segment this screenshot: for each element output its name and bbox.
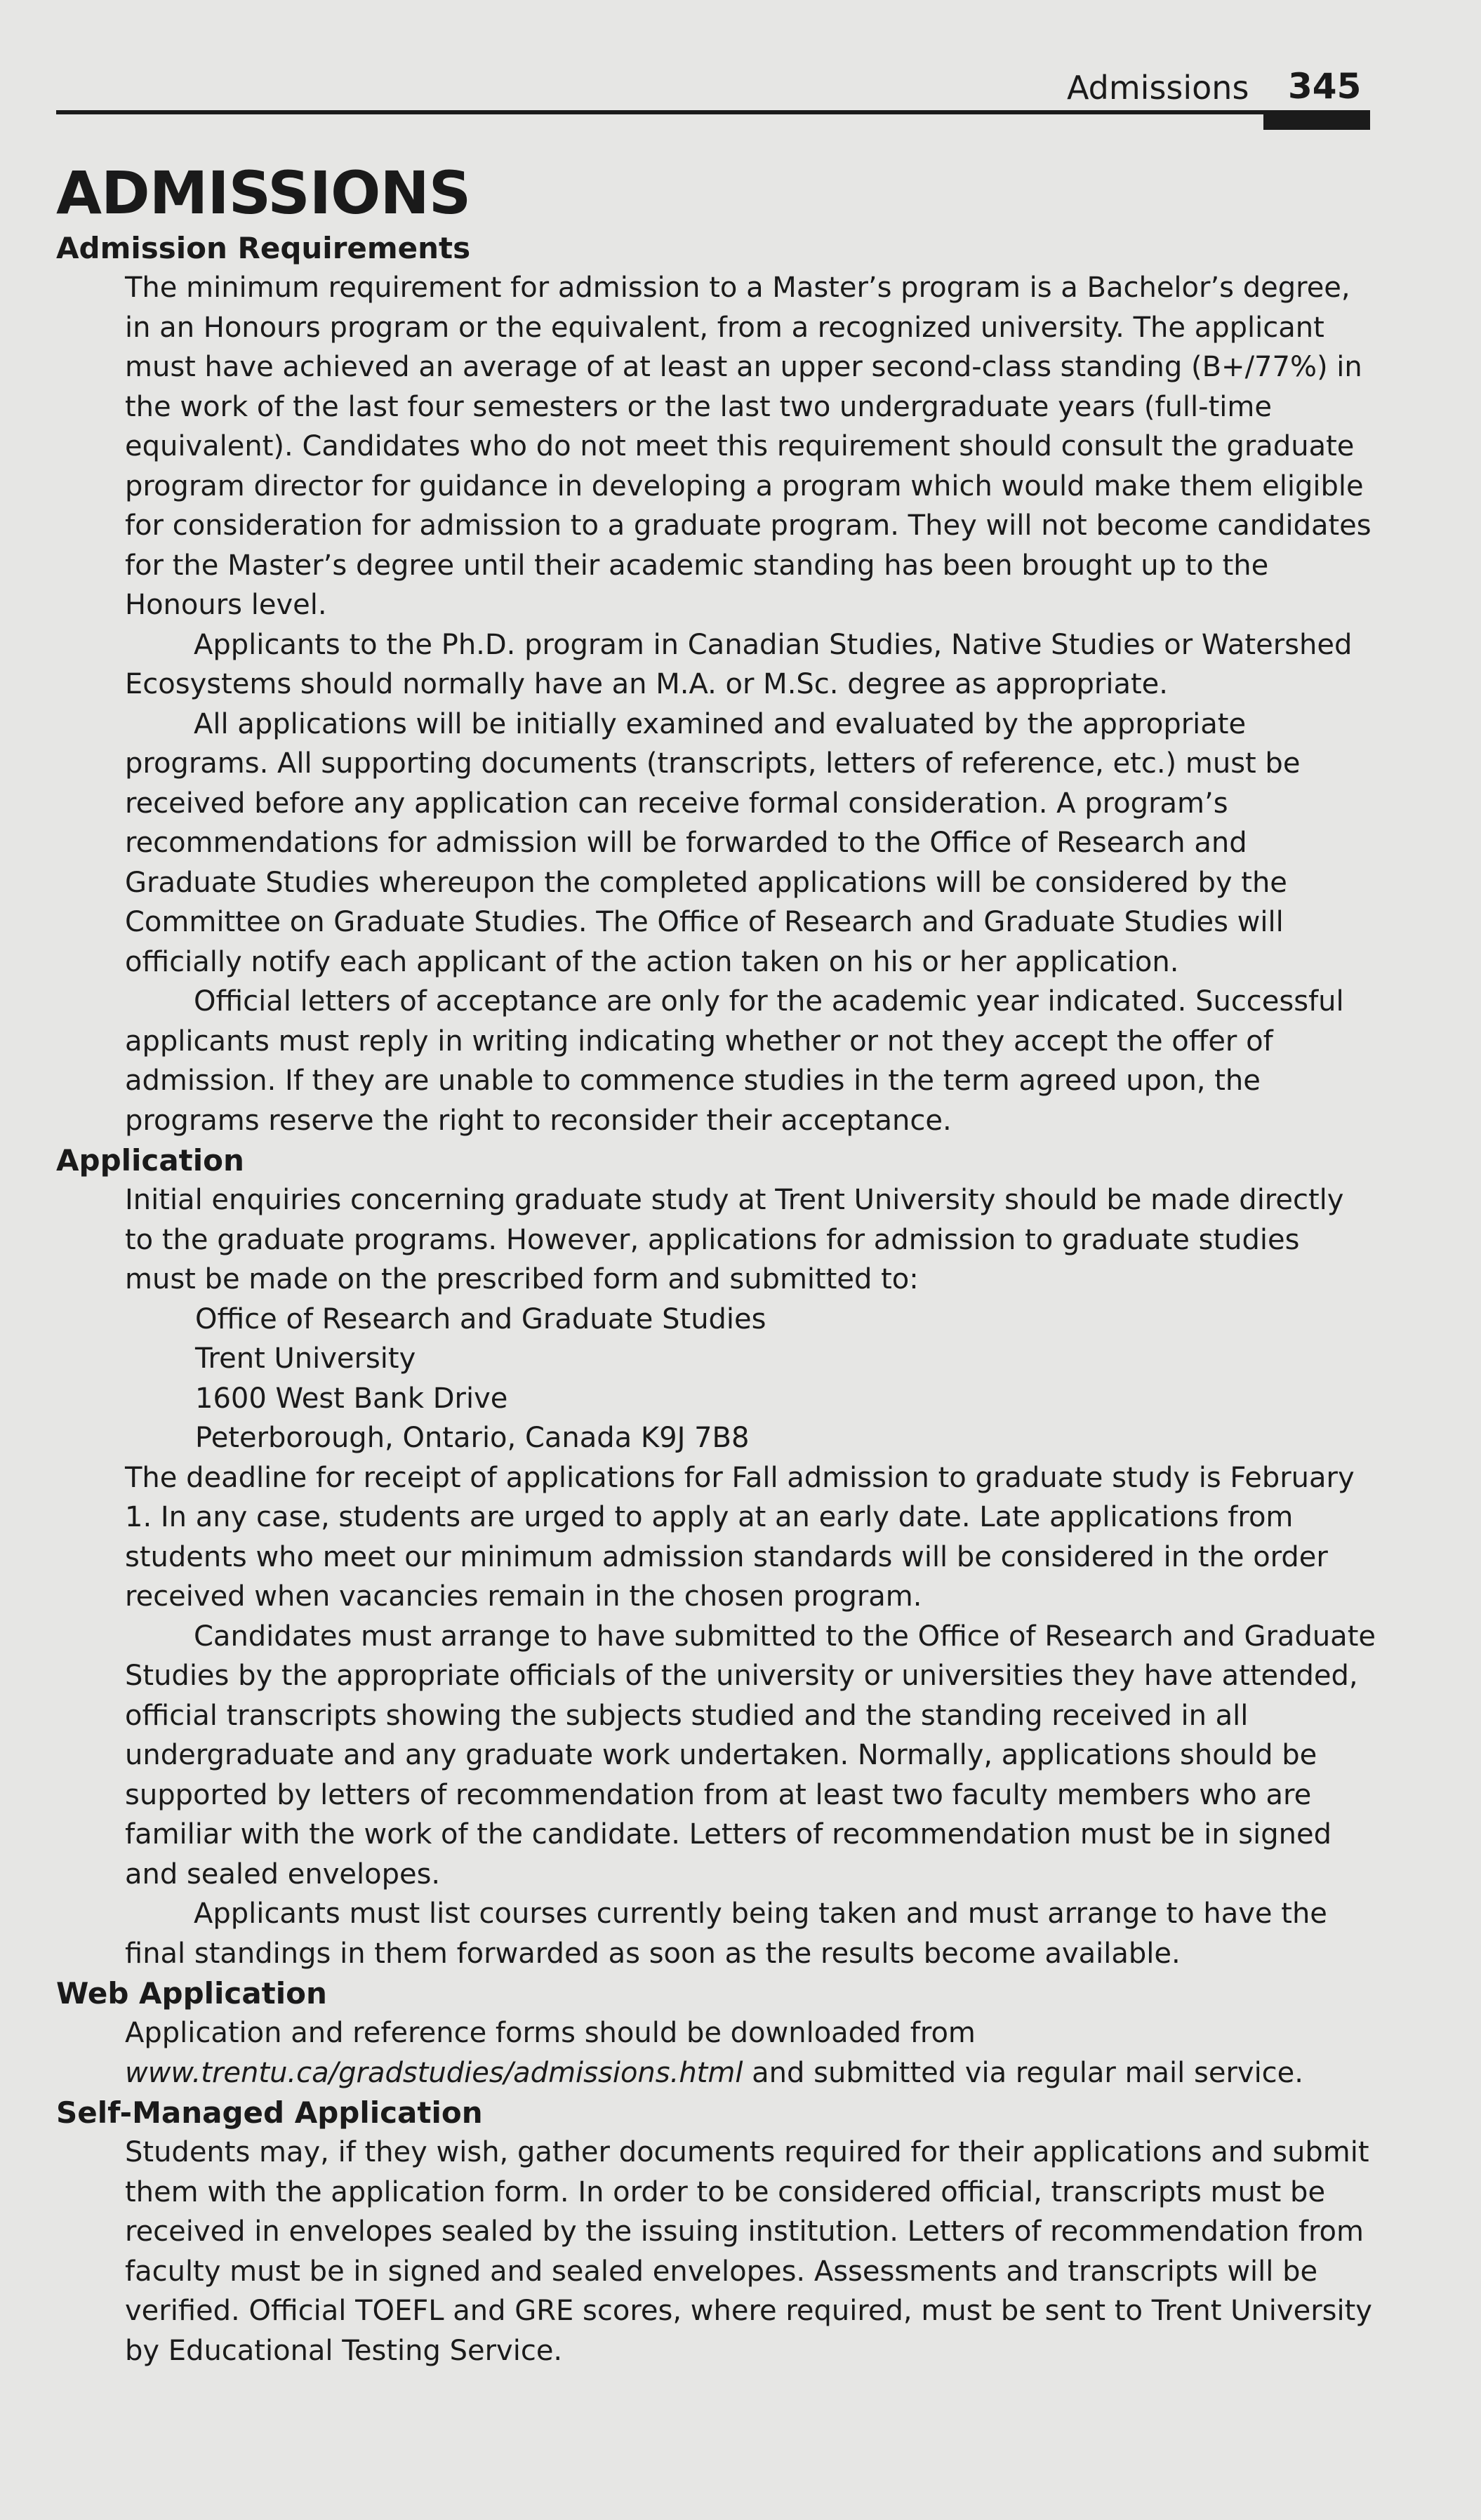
address-line: Office of Research and Graduate Studies bbox=[195, 1302, 766, 1335]
heading-admission-requirements: Admission Requirements bbox=[56, 231, 471, 265]
heading-web-application: Web Application bbox=[56, 1976, 327, 2011]
paragraph: The deadline for receipt of applications for Fall admission to graduate study is February 1. In any case, students are urged to apply at an early date. Late applications from students who meet our minimum admission standards will be considered in the order received when vacancies remain in the chosen program. bbox=[125, 1461, 1355, 1613]
web-application-text: Application and reference forms should be downloaded from bbox=[125, 2017, 976, 2049]
paragraph bbox=[125, 2013, 1376, 2093]
header-rule bbox=[56, 110, 1369, 114]
paragraph: All applications will be initially examined and evaluated by the appropriate programs. All supporting documents (transcripts, letters of reference, etc.) must be received before any application can receive formal consideration. A program’s recommendations for admission will be forwarded to the Office of Research and Graduate Studies whereupon the completed applications will be considered by the Committee on Graduate Studies. The Office of Research and Graduate Studies will officially notify each applicant of the action taken on his or her application. bbox=[125, 707, 1301, 978]
page-title: ADMISSIONS bbox=[56, 159, 471, 227]
web-application-text-end: and submitted via regular mail service. bbox=[743, 2056, 1303, 2089]
running-header-section: Admissions bbox=[1067, 69, 1249, 107]
paragraph: The minimum requirement for admission to a Master’s program is a Bachelor’s degree, in an Honours program or the equivalent, from a recognized university. The applicant must have achieved an average of at least an upper second-class standing (B+/77%) in the work of the last four semesters or the last two undergraduate years (full-time equivalent). Candidates who do not meet this requirement should consult the graduate program director for guidance in developing a program which would make them eligible for consideration for admission to a graduate program. They will not become candidates for the Master’s degree until their academic standing has been brought up to the Honours level. bbox=[125, 272, 1372, 621]
address-line: 1600 West Bank Drive bbox=[195, 1382, 508, 1415]
heading-self-managed-application: Self-Managed Application bbox=[56, 2095, 483, 2130]
paragraph: Candidates must arrange to have submitted to the Office of Research and Graduate Studies by the appropriate officials of the university or universities they have attended, official transcripts showing the subjects studied and the standing received in all undergraduate and any graduate work undertaken. Normally, applications should be supported by letters of recommendation from at least two faculty members who are familiar with the work of the candidate. Letters of recommendation must be in signed and sealed envelopes. bbox=[125, 1620, 1376, 1891]
address-line: Trent University bbox=[195, 1342, 416, 1375]
paragraph: Official letters of acceptance are only for the academic year indicated. Successful applicants must reply in writing indicating whether or not they accept the offer of admission. If they are unable to commence studies in the term agreed upon, the programs reserve the right to reconsider their acceptance. bbox=[125, 985, 1344, 1137]
heading-application: Application bbox=[56, 1143, 244, 1178]
paragraph: Initial enquiries concerning graduate study at Trent University should be made directly to the graduate programs. However, applications for admission to graduate studies must be made on the prescribed form and submitted to: bbox=[125, 1184, 1344, 1295]
paragraph: Applicants must list courses currently being taken and must arrange to have the final standings in them forwarded as soon as the results become available. bbox=[125, 1898, 1327, 1970]
admissions-url: www.trentu.ca/gradstudies/admissions.html bbox=[125, 2056, 743, 2089]
page-number: 345 bbox=[1288, 66, 1362, 107]
page-content bbox=[56, 158, 1376, 2371]
address-line: Peterborough, Ontario, Canada K9J 7B8 bbox=[195, 1422, 750, 1454]
paragraph: Students may, if they wish, gather documents required for their applications and submit them with the application form. In order to be considered official, transcripts must be received in envelopes sealed by the issuing institution. Letters of recommendation from faculty must be in signed and sealed envelopes. Assessments and transcripts will be verified. Official TOEFL and GRE scores, where required, must be sent to Trent University by Educational Testing Service. bbox=[125, 2136, 1372, 2367]
header-rule-tab bbox=[1263, 110, 1370, 130]
paragraph: Applicants to the Ph.D. program in Canadian Studies, Native Studies or Watershed Ecosystems should normally have an M.A. or M.Sc. degree as appropriate. bbox=[125, 628, 1353, 700]
